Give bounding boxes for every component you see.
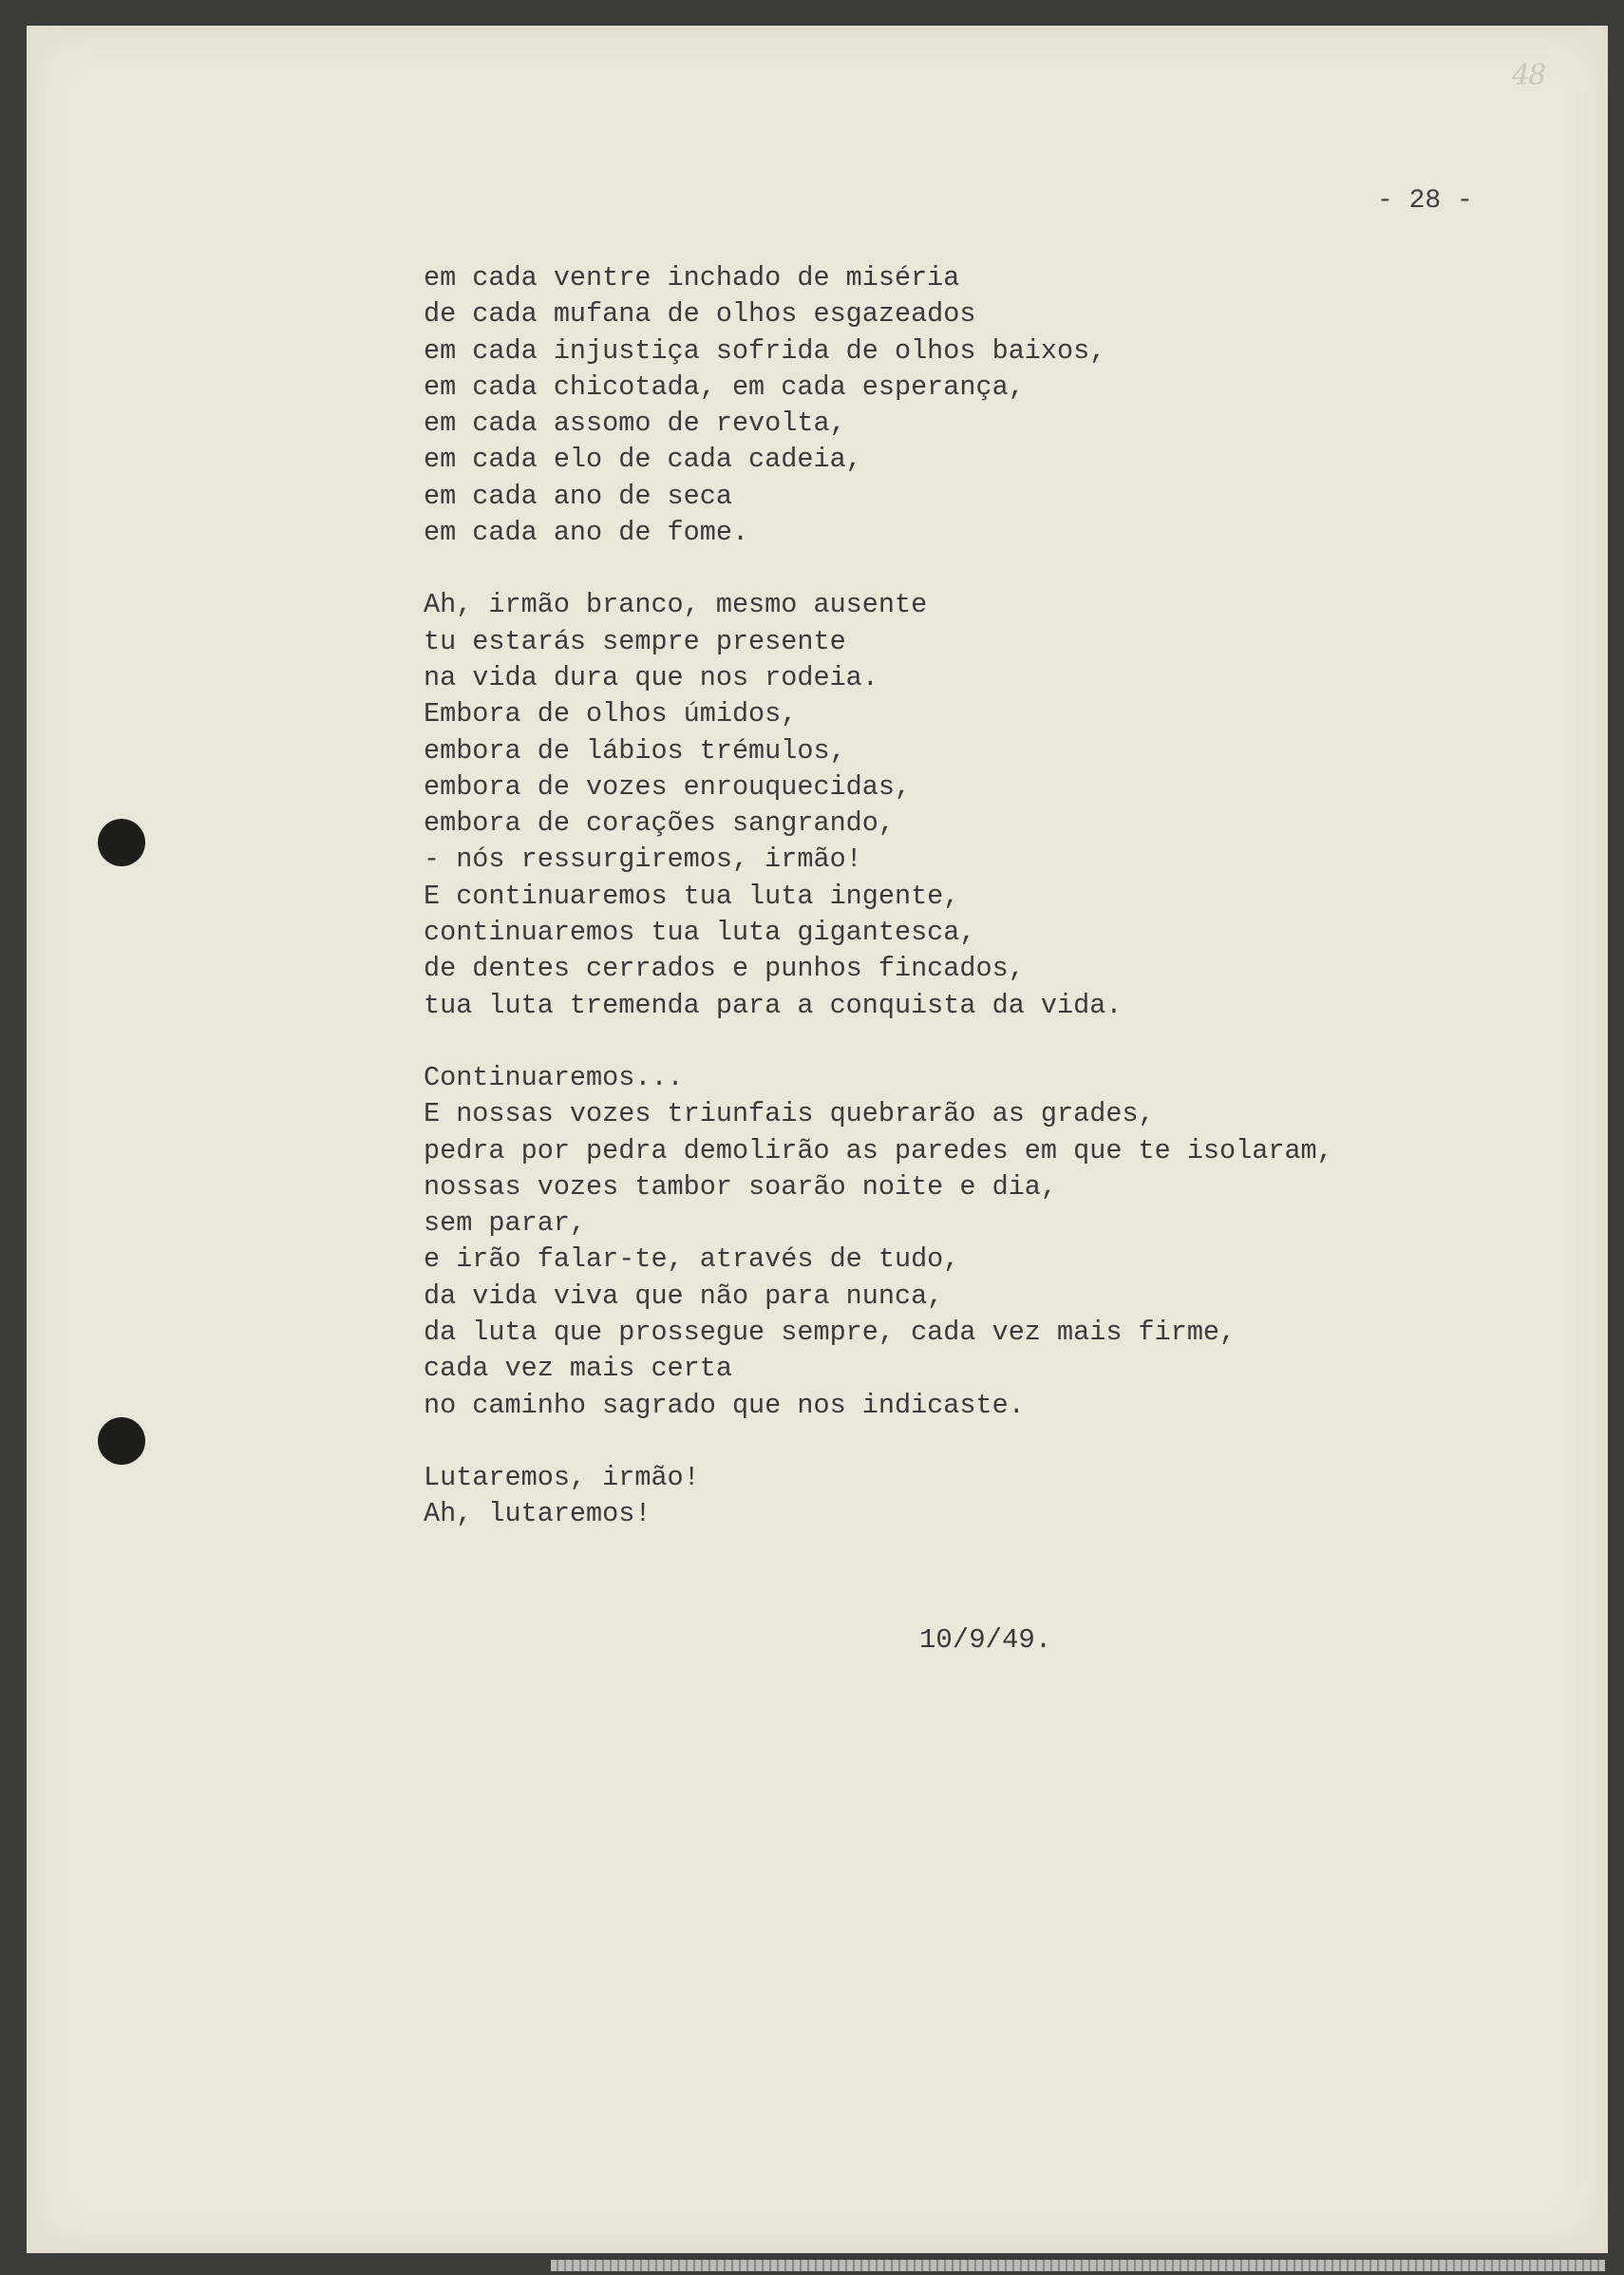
poem-line: de dentes cerrados e punhos fincados,	[424, 953, 1025, 985]
stanza-3	[424, 1060, 1468, 1424]
scan-color-scale-bar	[551, 2260, 1605, 2271]
poem-line: embora de vozes enrouquecidas,	[424, 770, 912, 803]
poem-line: Continuaremos...	[424, 1061, 684, 1093]
stanza-4	[424, 1460, 1468, 1533]
poem-line: em cada injustiça sofrida de olhos baixos,	[424, 334, 1106, 367]
poem-line: Embora de olhos úmidos,	[424, 698, 798, 730]
poem-line: de cada mufana de olhos esgazeados	[424, 298, 976, 331]
poem-line: Lutaremos, irmão!	[424, 1461, 700, 1493]
poem-line: na vida dura que nos rodeia.	[424, 661, 878, 693]
poem-line: da luta que prossegue sempre, cada vez mais firme,	[424, 1317, 1237, 1349]
poem-date: 10/9/49.	[919, 1624, 1052, 1656]
poem-line: em cada ano de fome.	[424, 517, 749, 549]
poem-line: E continuaremos tua luta ingente,	[424, 880, 960, 912]
poem-line: da vida viva que não para nunca,	[424, 1280, 944, 1312]
poem-line: cada vez mais certa	[424, 1353, 732, 1385]
poem-line: em cada ano de seca	[424, 480, 732, 512]
poem-line: no caminho sagrado que nos indicaste.	[424, 1389, 1025, 1421]
poem-line: em cada chicotada, em cada esperança,	[424, 370, 1025, 403]
poem-line: continuaremos tua luta gigantesca,	[424, 917, 976, 949]
punch-hole-bottom	[98, 1417, 145, 1465]
poem-line: em cada elo de cada cadeia,	[424, 444, 862, 476]
poem-line: tu estarás sempre presente	[424, 625, 846, 657]
page-number: - 28 -	[1377, 186, 1473, 216]
poem-line: sem parar,	[424, 1207, 587, 1240]
poem-line: em cada ventre inchado de miséria	[424, 262, 960, 294]
poem-line: pedra por pedra demolirão as paredes em que te isolaram,	[424, 1134, 1333, 1166]
poem-line: embora de lábios trémulos,	[424, 734, 846, 767]
archive-folio-number: 48	[1512, 59, 1545, 92]
poem-line: e irão falar-te, através de tudo,	[424, 1243, 960, 1276]
punch-hole-top	[98, 819, 145, 866]
poem-text	[424, 260, 1468, 1569]
poem-line: em cada assomo de revolta,	[424, 408, 846, 440]
poem-line: tua luta tremenda para a conquista da vida.	[424, 989, 1123, 1021]
poem-line: Ah, lutaremos!	[424, 1498, 651, 1530]
poem-line: embora de corações sangrando,	[424, 807, 895, 840]
stanza-2	[424, 587, 1468, 1024]
poem-line: - nós ressurgiremos, irmão!	[424, 844, 862, 876]
poem-line: nossas vozes tambor soarão noite e dia,	[424, 1170, 1058, 1203]
poem-line: E nossas vozes triunfais quebrarão as grades,	[424, 1098, 1155, 1130]
poem-line: Ah, irmão branco, mesmo ausente	[424, 589, 928, 621]
stanza-1	[424, 260, 1468, 551]
